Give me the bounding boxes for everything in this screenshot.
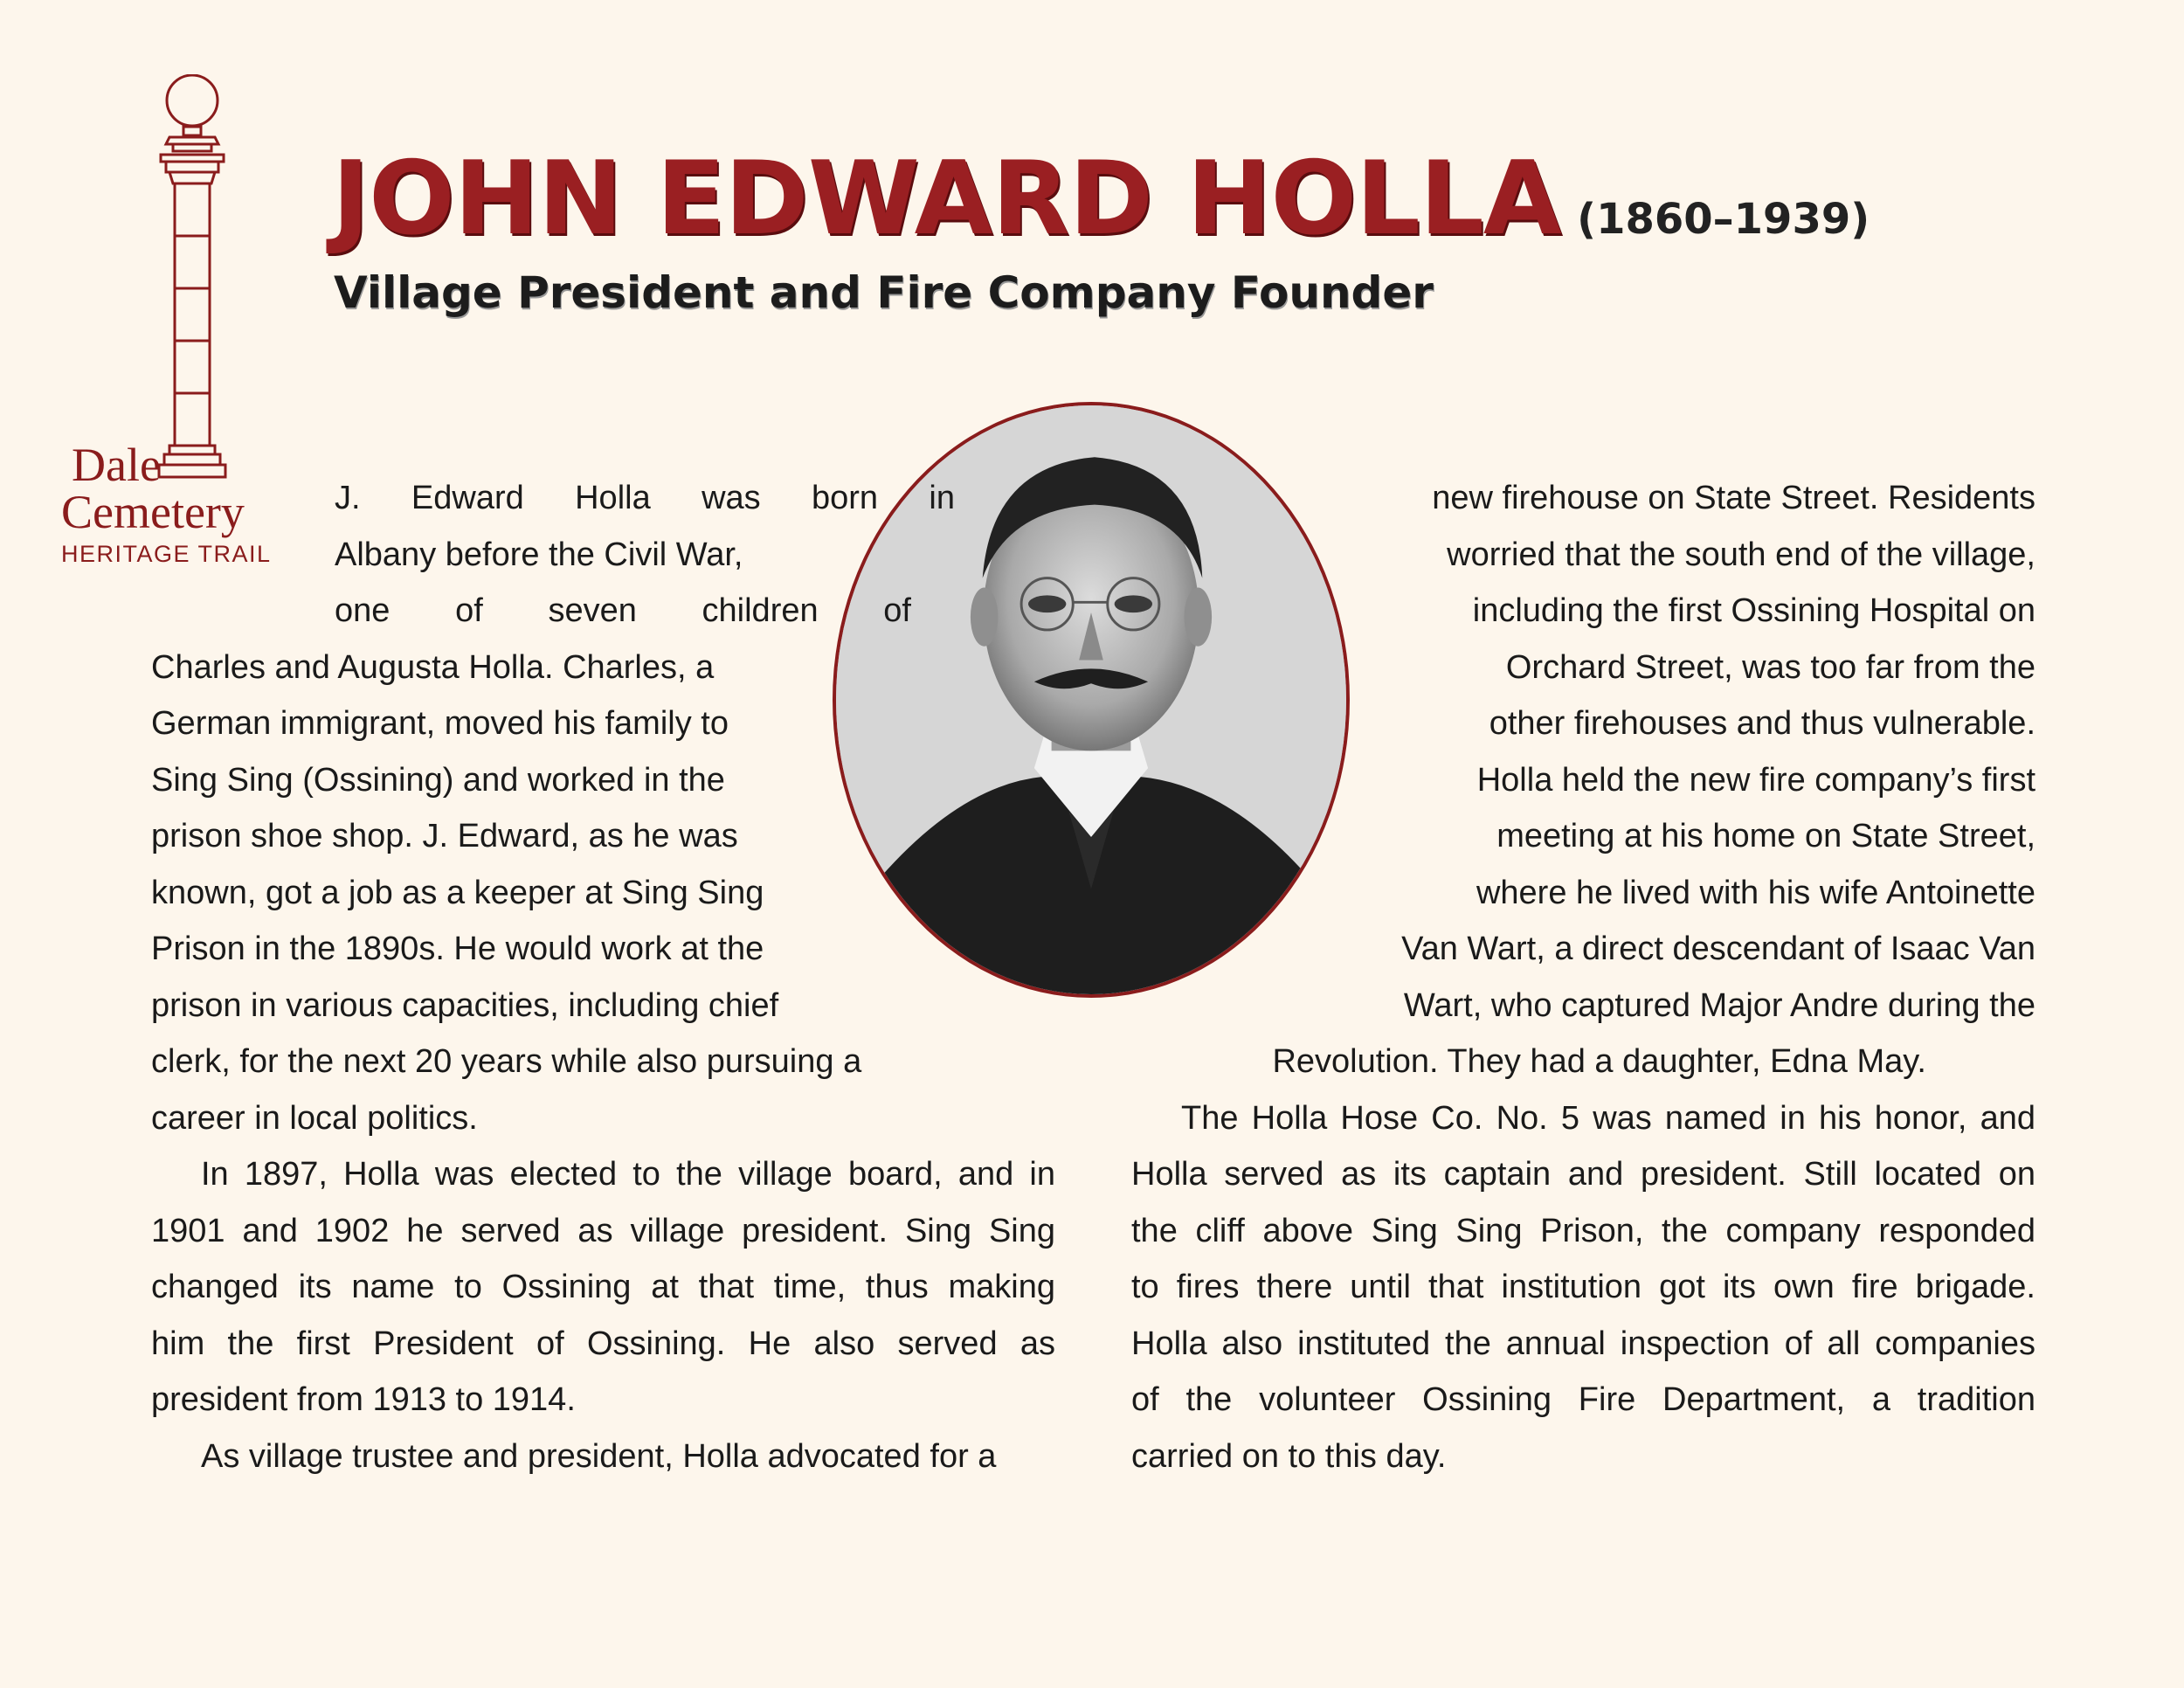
text-line: other firehouses and thus vulnerable. [1489,705,2035,742]
text-line: German immigrant, moved his family to [151,705,729,742]
life-dates: (1860–1939) [1577,195,1870,244]
text-line: new firehouse on State Street. Residents [1432,480,2035,516]
text-line: to fires there until that institution got its own fire brigade. [1131,1269,2035,1305]
text-line: Orchard Street, was too far from the [1505,648,2035,686]
text-line: 1901 and 1902 he served as village president. Sing Sing [151,1212,1055,1249]
right-column [1131,470,2035,1484]
text-line: Wart, who captured Major Andre during the [1403,986,2035,1024]
text-line: him the first President of Ossining. He also served as [151,1325,1055,1362]
text-line: Revolution. They had a daughter, Edna May. [1272,1043,1926,1080]
text-line: clerk, for the next 20 years while also pursuing a [151,1043,862,1080]
text-line: meeting at his home on State Street, [1496,818,2035,854]
logo-dale: Dale [72,439,161,491]
text-line: including the first Ossining Hospital on [1472,592,2035,629]
text-line: changed its name to Ossining at that time, thus making [151,1269,1055,1305]
text-line: worried that the south end of the village, [1447,536,2035,573]
text-line: Holla served as its captain and president. Still located on [1131,1156,2035,1193]
text-line: Holla also instituted the annual inspection of all companies [1131,1325,2035,1362]
person-name: JOHN EDWARD HOLLA [332,140,1561,258]
text-line: the cliff above Sing Sing Prison, the company responded [1131,1212,2035,1249]
text-line: career in local politics. [151,1099,478,1137]
text-line: In 1897, Holla was elected to the village board, and in [201,1156,1055,1193]
text-line: prison shoe shop. J. Edward, as he was [151,818,738,854]
text-line: one of seven children of [335,592,911,629]
text-line: J. Edward Holla was born in [335,480,955,516]
text-line: of the volunteer Ossining Fire Department, a tradition [1131,1381,2035,1418]
text-line: prison in various capacities, including chief [151,986,779,1024]
text-line: Charles and Augusta Holla. Charles, a [151,648,715,686]
logo-heritage-trail: HERITAGE TRAIL [61,541,272,567]
text-line: where he lived with his wife Antoinette [1476,874,2035,911]
text-line: known, got a job as a keeper at Sing Sing [151,874,764,911]
text-line: Van Wart, a direct descendant of Isaac Van [1401,930,2035,967]
text-line: The Holla Hose Co. No. 5 was named in his honor, and [1181,1099,2035,1137]
text-line: president from 1913 to 1914. [151,1381,576,1418]
text-line: Holla held the new fire company’s first [1476,761,2035,799]
page-title [332,140,1870,258]
text-line: Sing Sing (Ossining) and worked in the [151,761,725,799]
text-line: carried on to this day. [1131,1437,1447,1475]
text-line: As village trustee and president, Holla advocated for a [201,1437,997,1475]
column-monument-icon [157,74,280,494]
text-line: Albany before the Civil War, [335,536,743,573]
page-subtitle: Village President and Fire Company Founder [334,267,1434,318]
left-column [151,470,1055,1484]
text-line: Prison in the 1890s. He would work at the [151,930,764,967]
logo-cemetery: Cemetery [61,486,245,538]
